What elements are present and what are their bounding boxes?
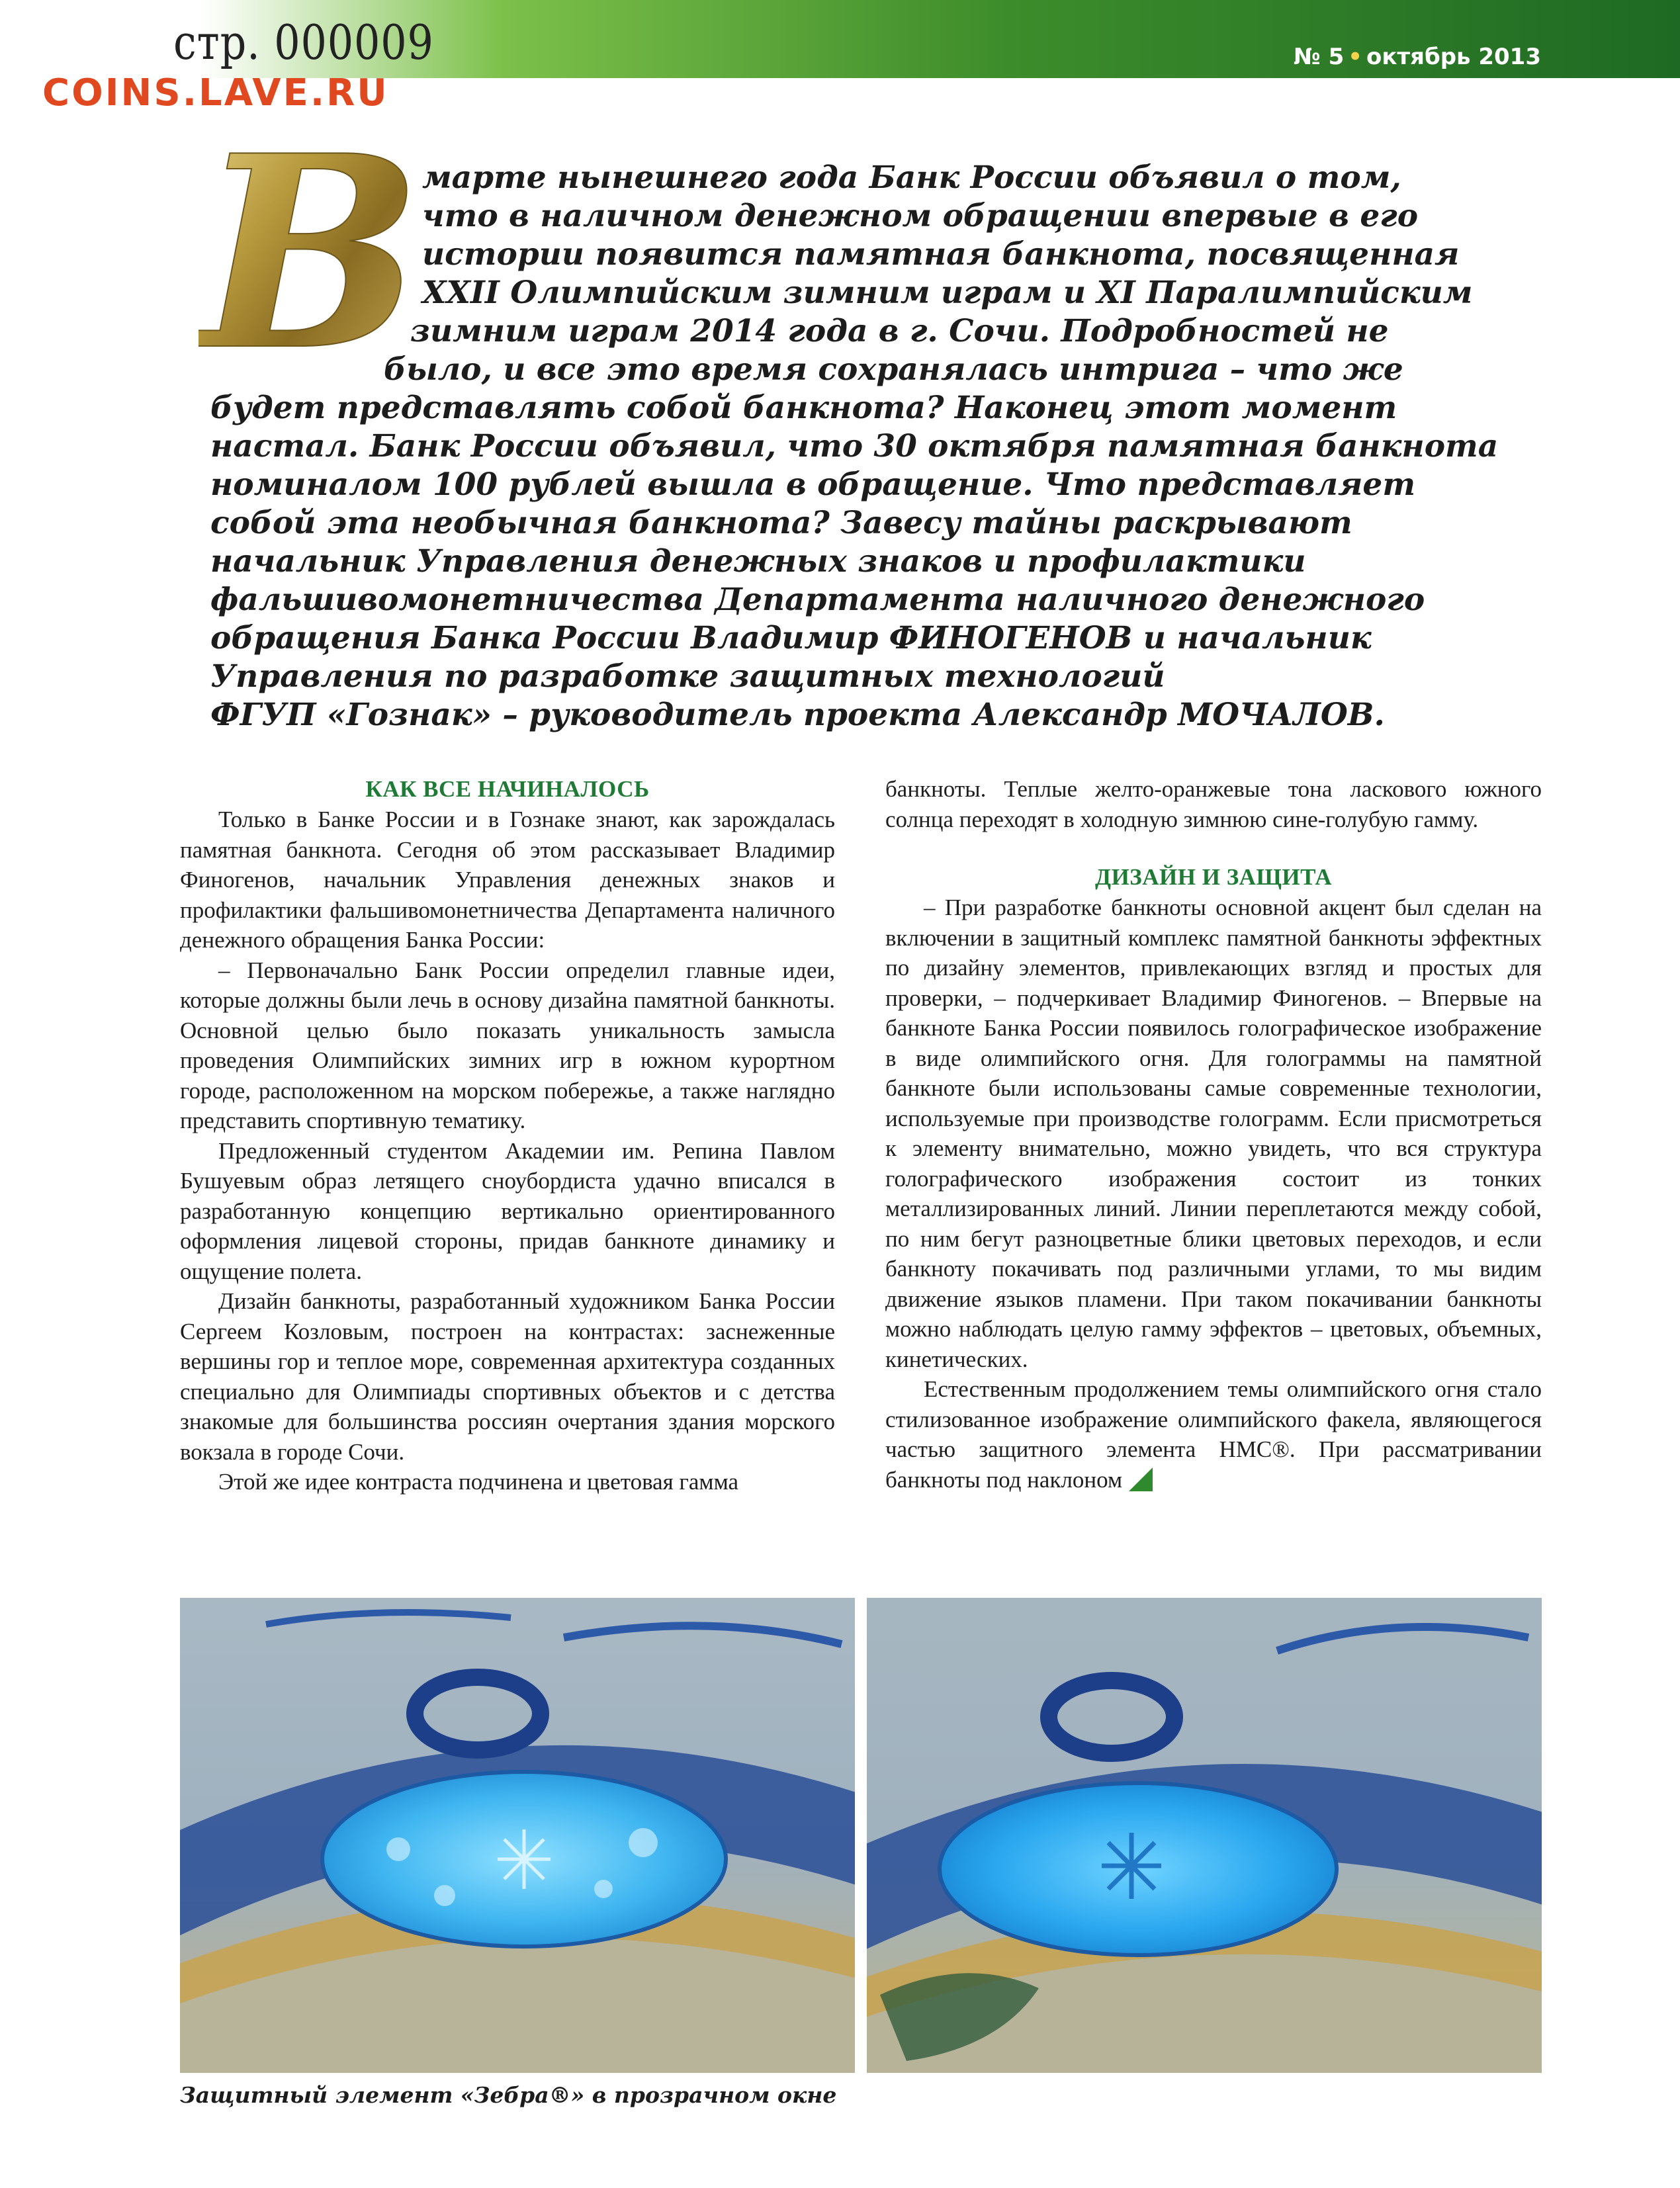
lead-line: зимним играм 2014 года в г. Сочи. Подробностей не — [410, 313, 1389, 349]
body-paragraph: – При разработке банкноты основной акцент был сделан на включении в защитный комплекс памятной банкноты эффектных по дизайну элементов, привлекающих взгляд и простых для проверки, – подчеркивает Владимир Финогенов. – Впервые на банкноте Банка России появилось голографическое изображение в виде олимпийского огня. Для голограммы на памятной банкноте были использованы самые современные технологии, используемые при производстве голограмм. Если присмотреться к элементу внимательно, можно увидеть, что вся структура голографического изображения состоит из тонких металлизированных линий. Линии переплетаются между собой, по ним бегут разноцветные блики цветовых переходов, и если банкноту покачивать под различными углами, то мы видим движение языков пламени. При таком покачивании банкноты можно наблюдать целую гамму эффектов – цветовых, объемных, кинетических. — [885, 895, 1542, 1372]
lead-line: обращения Банка России Владимир ФИНОГЕНОВ и начальник — [210, 620, 1372, 656]
section-heading: ДИЗАЙН И ЗАЩИТА — [1094, 864, 1332, 890]
body-paragraph-text: Естественным продолжением темы олимпийского огня стало стилизованное изображение олимпийского факела, являющегося частью защитного элемента НМС®. При рассматривании банкноты под наклоном — [885, 1376, 1542, 1493]
issue-number: № 5 — [1293, 44, 1345, 70]
left-column — [180, 774, 835, 1497]
lead-line: настал. Банк России объявил, что 30 октября памятная банкнота — [210, 428, 1499, 464]
section-heading: КАК ВСЕ НАЧИНАЛОСЬ — [365, 776, 650, 802]
lead-line: будет представлять собой банкнота? Наконец этот момент — [210, 390, 1397, 426]
lead-paragraph — [0, 0, 1680, 741]
lead-line: что в наличном денежном обращении впервые в его — [422, 198, 1419, 234]
lead-line: начальник Управления денежных знаков и профилактики — [210, 543, 1306, 580]
body-paragraph: банкноты. Теплые желто-оранжевые тона ласкового южного солнца переходят в холодную зимнюю сине-голубую гамму. — [885, 776, 1542, 832]
lead-line: XXII Олимпийским зимним играм и XI Паралимпийским — [422, 275, 1473, 311]
body-paragraph: Этой же идее контраста подчинена и цветовая гамма — [218, 1469, 739, 1495]
lead-line: марте нынешнего года Банк России объявил о том, — [422, 159, 1401, 196]
lead-line: собой эта необычная банкнота? Завесу тайны раскрывают — [210, 505, 1352, 541]
lead-line: истории появится памятная банкнота, посвященная — [422, 236, 1460, 273]
site-watermark[interactable]: COINS.LAVE.RU — [42, 71, 389, 114]
issue-date: октябрь 2013 — [1366, 44, 1541, 70]
body-paragraph: Предложенный студентом Академии им. Репина Павлом Бушуевым образ летящего сноубордиста удачно вписался в разработанную концепцию вертикально ориентированного оформления лицевой стороны, придав банкноте динамику и ощущение полета. — [180, 1137, 835, 1284]
separator-dot-icon: • — [1348, 44, 1362, 70]
drop-cap-letter: В — [199, 136, 423, 361]
end-mark-icon — [1129, 1467, 1153, 1491]
lead-line: Управления по разработке защитных технологий — [210, 658, 1165, 695]
page-label: стр. 000009 — [173, 15, 434, 70]
body-paragraph — [885, 1374, 1542, 1495]
lead-line: было, и все это время сохранялась интрига – что же — [384, 351, 1403, 388]
banknote-photo-left — [180, 1598, 855, 2073]
banknote-photo-right — [867, 1598, 1542, 2073]
body-paragraph: Только в Банке России и в Гознаке знают, как зарождалась памятная банкнота. Сегодня об этом рассказывает Владимир Финогенов, начальник Управления денежных знаков и профилактики фальшивомонетничества Департамента наличного денежного обращения Банка России: — [180, 807, 835, 953]
lead-line: номиналом 100 рублей вышла в обращение. Что представляет — [210, 466, 1416, 503]
lead-line: ФГУП «Гознак» – руководитель проекта Александр МОЧАЛОВ. — [210, 697, 1385, 733]
body-paragraph: Дизайн банкноты, разработанный художником Банка России Сергеем Козловым, построен на контрастах: заснеженные вершины гор и теплое море, современная архитектура созданных специально для Олимпиады спортивных объектов и с детства знакомые для большинства россиян очертания здания морского вокзала в городе Сочи. — [180, 1288, 835, 1465]
lead-line: фальшивомонетничества Департамента наличного денежного — [210, 582, 1425, 618]
right-column — [885, 774, 1542, 1495]
body-paragraph: – Первоначально Банк России определил главные идеи, которые должны были лечь в основу дизайна памятной банкноты. Основной целью было показать уникальность замысла проведения Олимпийских зимних игр в южном курортном городе, расположенном на морском побережье, а также наглядно представить спортивную тематику. — [180, 957, 835, 1133]
photo-caption: Защитный элемент «Зебра®» в прозрачном окне — [180, 2082, 837, 2108]
